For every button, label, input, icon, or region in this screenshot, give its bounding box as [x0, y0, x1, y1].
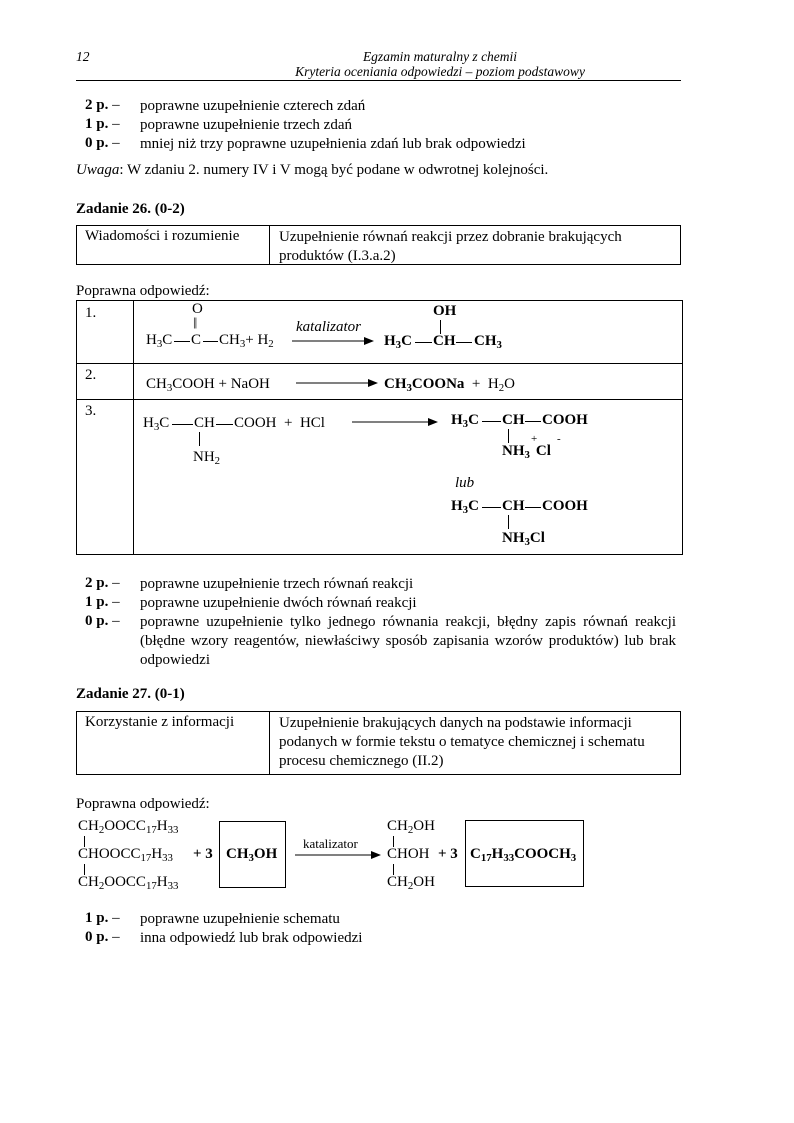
score-text: poprawne uzupełnienie trzech zdań	[140, 117, 352, 133]
eq2-products: $CH_3COONa + H_2O$	[384, 376, 515, 395]
eq3-product1: $H_3C$	[451, 412, 479, 431]
answer-methanol: $CH_3OH$	[226, 846, 278, 865]
eq3-product2: $H_3C$	[451, 498, 479, 517]
eq3-product1-charge-plus: +	[531, 433, 538, 445]
eq3-product2-ch: CH	[502, 498, 525, 514]
page-number: 12	[76, 49, 90, 64]
glycerol-line3: $CH_2OH$	[387, 874, 435, 893]
task27-criteria-table	[76, 711, 681, 775]
bond-line	[216, 424, 233, 425]
reaction-arrow	[352, 416, 438, 428]
glycerol-line1: $CH_2OH$	[387, 818, 435, 837]
task26-answer-label: Poprawna odpowiedź:	[76, 283, 210, 299]
eq3-reactant-cooh: COOH + HCl	[234, 415, 325, 431]
note-text: : W zdaniu 2. numery IV i V mogą być podane w odwrotnej kolejności.	[119, 162, 549, 178]
bond-line	[174, 341, 190, 342]
bond-line	[456, 342, 472, 343]
triglyceride-line1: $CH_2OOCC_{17}H_{33}$	[78, 818, 179, 837]
note-label: Uwaga	[76, 162, 120, 178]
eq1-product-oh: OH	[433, 303, 457, 319]
task27-criteria-area: Korzystanie z informacji	[77, 712, 270, 774]
score-points: 0 p. –	[85, 929, 120, 945]
task26-criteria-table	[76, 225, 681, 265]
eq3-reactant: $H_3C$	[143, 415, 170, 434]
eq1-reactant: $H_3C$	[146, 332, 173, 351]
header-rule	[76, 80, 681, 81]
task26-criteria-area: Wiadomości i rozumienie	[77, 226, 270, 264]
bond-line	[525, 421, 541, 422]
bond-line	[508, 515, 509, 529]
eq3-reactant-ch: CH	[194, 415, 215, 431]
table-divider	[133, 301, 134, 554]
eq3-product1-charge-minus: -	[557, 433, 561, 445]
task26-title: Zadanie 26. (0-2)	[76, 201, 185, 217]
table-divider	[77, 363, 682, 364]
bond-line	[172, 424, 193, 425]
bond-line	[199, 432, 200, 446]
scheme-catalyst: katalizator	[303, 836, 358, 851]
eq3-product1-cooh: COOH	[542, 412, 588, 428]
header-title-line1: Egzamin maturalny z chemii	[362, 49, 518, 64]
note	[76, 162, 548, 179]
eq1-double-bond: ||	[193, 314, 197, 329]
score-points: 0 p. –	[85, 613, 120, 629]
task27-answer-label: Poprawna odpowiedź:	[76, 796, 210, 812]
row-number: 2.	[85, 367, 97, 383]
eq3-reactant-amine: $NH_2$	[193, 449, 221, 468]
triglyceride-line2: $CHOOCC_{17}H_{33}$	[78, 846, 173, 865]
score-text: poprawne uzupełnienie schematu	[140, 911, 340, 927]
eq3-product1-amine: $NH_3$ Cl	[502, 443, 551, 462]
eq1-methyl: $CH_3+ H_2$	[219, 332, 274, 351]
row-number: 3.	[85, 403, 97, 419]
eq3-product1-ch: CH	[502, 412, 525, 428]
task27-criteria-desc: Uzupełnienie brakujących danych na podstawie informacji podanych w formie tekstu o tematyce chemicznej i schematu procesu chemicznego (II.2)	[279, 715, 645, 769]
table-divider	[77, 399, 682, 400]
bond-line	[482, 421, 501, 422]
score-text: poprawne uzupełnienie czterech zdań	[140, 98, 366, 114]
eq2-reactants: $CH_3COOH$ + NaOH	[146, 376, 270, 395]
bond-line	[482, 507, 501, 508]
scheme-coefficient: + 3	[438, 846, 458, 862]
eq3-product2-cooh: COOH	[542, 498, 588, 514]
score-points: 1 p. –	[85, 594, 120, 610]
eq3-alternative-label: lub	[455, 475, 475, 491]
eq3-product2-amine: $NH_3Cl$	[502, 530, 545, 549]
reaction-arrow	[296, 377, 378, 389]
eq1-product-ch: CH	[433, 333, 456, 349]
score-points: 2 p. –	[85, 97, 120, 113]
glycerol-line2: CHOH	[387, 846, 430, 862]
score-points: 1 p. –	[85, 116, 120, 132]
score-points: 2 p. –	[85, 575, 120, 591]
task26-criteria-desc: Uzupełnienie równań reakcji przez dobranie brakujących produktów (I.3.a.2)	[279, 229, 622, 264]
scheme-coefficient: + 3	[193, 846, 213, 862]
bond-line	[440, 320, 441, 334]
score-text: poprawne uzupełnienie dwóch równań reakcji	[140, 595, 417, 611]
header-title-line2: Kryteria oceniania odpowiedzi – poziom podstawowy	[295, 64, 585, 79]
bond-line	[508, 429, 509, 443]
eq1-product-ch3: $CH_3$	[474, 333, 502, 352]
score-text: poprawne uzupełnienie tylko jednego równania reakcji, błędny zapis równań reakcji (błędne wzory reagentów, niewłaściwy sposób zapisania wzorów produktów) lub brak odpowiedzi	[140, 614, 676, 668]
score-text: mniej niż trzy poprawne uzupełnienia zdań lub brak odpowiedzi	[140, 136, 526, 152]
row-number: 1.	[85, 305, 97, 321]
eq1-carbonyl-carbon: C	[191, 332, 202, 348]
answer-ester: $C_{17}H_{33}COOCH_3$	[470, 846, 577, 865]
eq1-ketone-oxygen: O	[192, 301, 203, 317]
score-points: 1 p. –	[85, 910, 120, 926]
triglyceride-line3: $CH_2OOCC_{17}H_{33}$	[78, 874, 179, 893]
bond-line	[203, 341, 218, 342]
eq1-catalyst: katalizator	[296, 319, 362, 335]
score-text: poprawne uzupełnienie trzech równań reakcji	[140, 576, 414, 592]
score-text: inna odpowiedź lub brak odpowiedzi	[140, 930, 363, 946]
bond-line	[525, 507, 541, 508]
task27-title: Zadanie 27. (0-1)	[76, 686, 185, 702]
bond-line	[415, 342, 432, 343]
reaction-arrow	[292, 335, 374, 347]
eq1-product: $H_3C$	[384, 333, 412, 352]
score-points: 0 p. –	[85, 135, 120, 151]
reaction-arrow	[295, 849, 381, 861]
